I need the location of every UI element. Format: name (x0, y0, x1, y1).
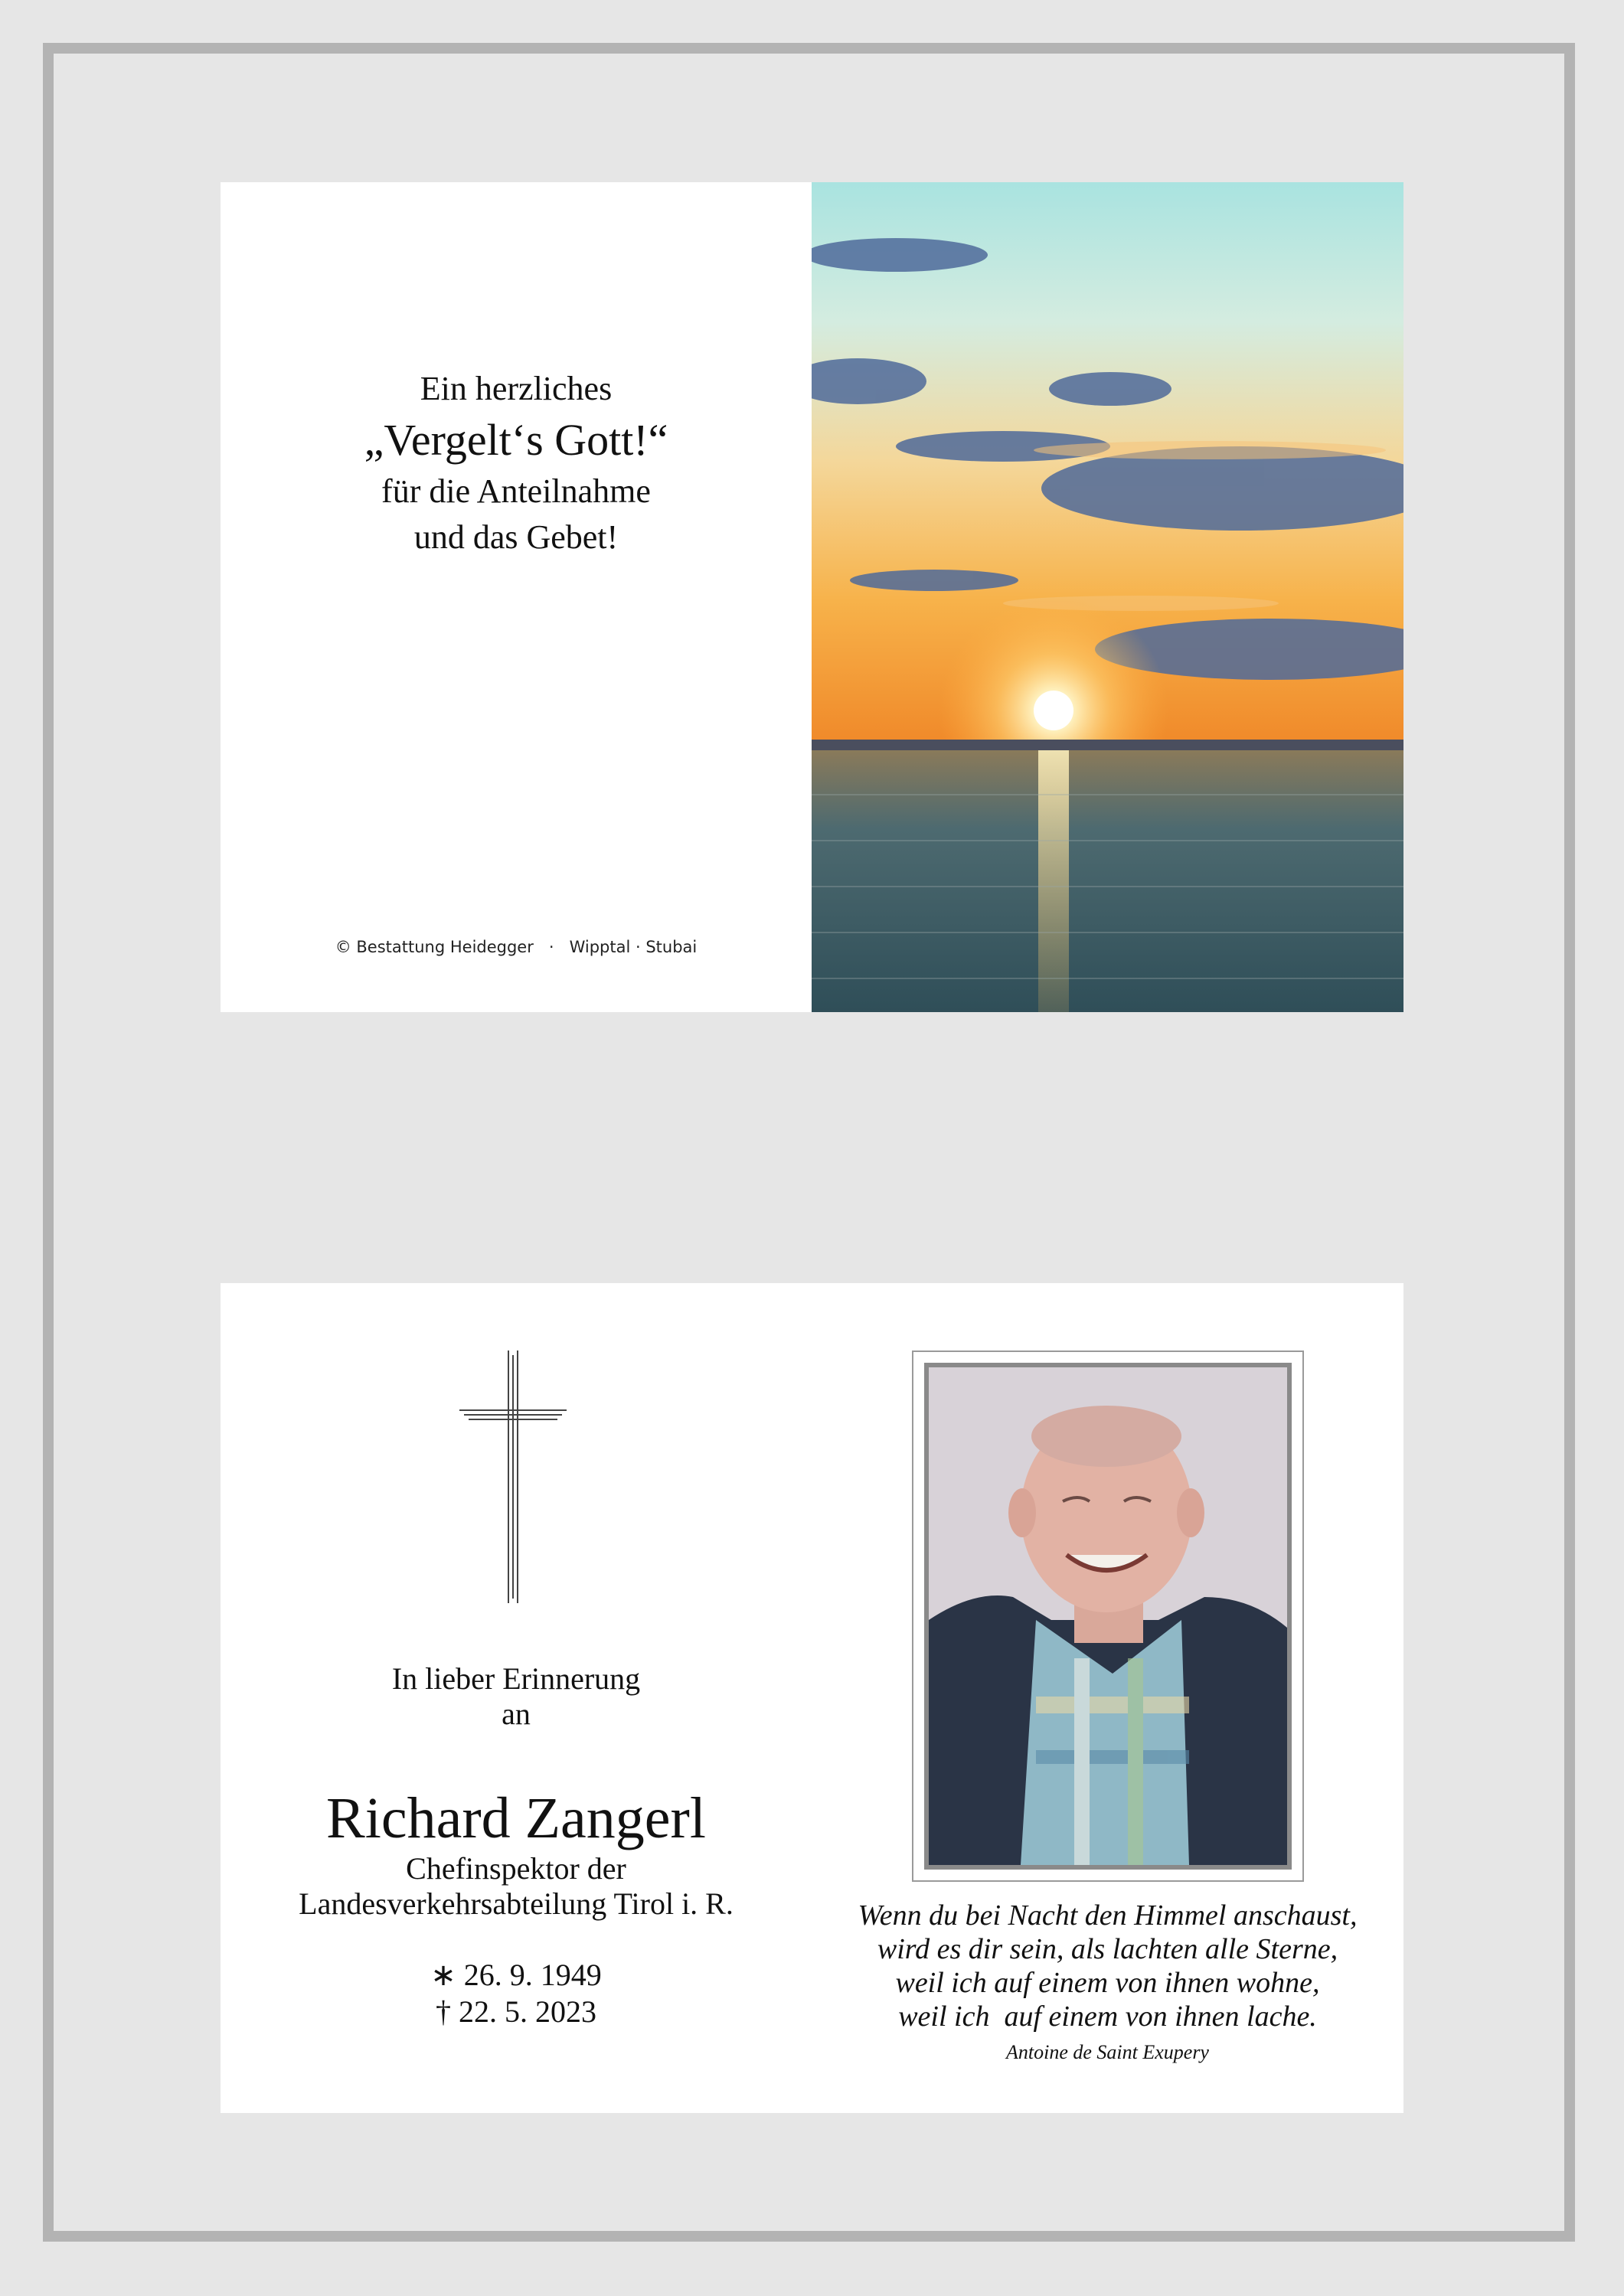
cross-icon (459, 1350, 567, 1603)
thanks-line-4: und das Gebet! (413, 518, 619, 556)
role-line-1: Chefinspektor der (406, 1851, 626, 1886)
birth-date: ∗ 26. 9. 1949 (430, 1958, 602, 1992)
memory-line-2: an (502, 1697, 531, 1731)
quote-line-4: weil ich auf einem von ihnen lache. (898, 2000, 1317, 2033)
sunset-photo (812, 182, 1403, 1012)
portrait-frame (912, 1350, 1304, 1882)
deceased-name: Richard Zangerl (326, 1786, 706, 1850)
portrait-photo (924, 1363, 1292, 1870)
quote-line-3: weil ich auf einem von ihnen wohne, (895, 1967, 1320, 1999)
quote-line-1: Wenn du bei Nacht den Himmel anschaust, (858, 1899, 1358, 1932)
memory-line-1: In lieber Erinnerung (391, 1661, 641, 1696)
thank-you-card (221, 182, 1403, 1012)
funeral-home-credit: © Bestattung Heidegger · Wipptal · Stubai (335, 938, 698, 956)
thanks-line-1: Ein herzliches (420, 370, 613, 407)
in-memory-text (221, 1661, 812, 1732)
deceased-title (221, 1851, 812, 1922)
memorial-quote (812, 1899, 1403, 2033)
thanks-line-2: „Vergelt‘s Gott!“ (364, 415, 668, 465)
thanks-line-3: für die Anteilnahme (381, 472, 651, 510)
memorial-card (221, 1283, 1403, 2113)
thank-you-text (221, 366, 812, 560)
quote-author: Antoine de Saint Exupery (1006, 2041, 1209, 2063)
role-line-2: Landesverkehrsabteilung Tirol i. R. (299, 1886, 734, 1921)
life-dates (221, 1957, 812, 2030)
quote-line-2: wird es dir sein, als lachten alle Sterne, (877, 1933, 1338, 1965)
death-date: † 22. 5. 2023 (436, 1994, 596, 2029)
